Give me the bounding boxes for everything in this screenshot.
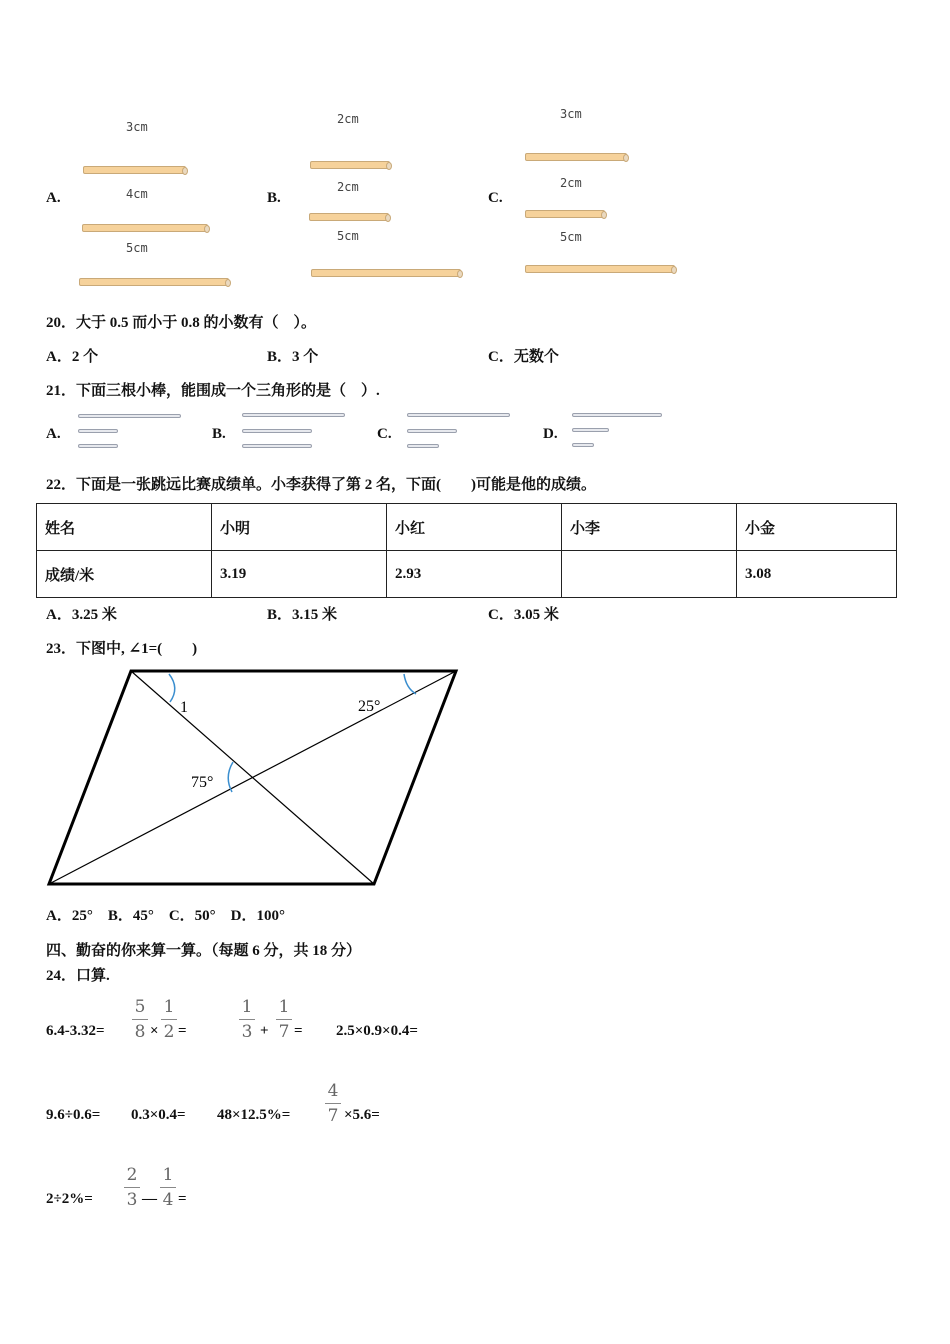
numerator: 1 <box>163 997 175 1017</box>
denominator: 2 <box>163 1022 175 1042</box>
denominator: 3 <box>126 1190 138 1210</box>
operator: × <box>150 1023 159 1039</box>
equals: = <box>294 1023 303 1039</box>
section-4-heading: 四、勤奋的你来算一算。（每题 6 分，共 18 分） <box>46 943 362 959</box>
numerator: 5 <box>134 997 146 1017</box>
q19-c-stick-3 <box>525 265 675 273</box>
q23-options: A．25° B．45° C．50° D．100° <box>46 908 285 924</box>
table-cell: 3.19 <box>212 551 387 598</box>
q19-c-length-2: 2cm <box>560 176 582 190</box>
diagonal-2 <box>49 671 456 884</box>
angle-1-label: 1 <box>180 699 188 716</box>
numerator: 1 <box>241 997 253 1017</box>
table-cell: 3.08 <box>737 551 897 598</box>
operator: — <box>142 1191 157 1207</box>
equals: = <box>178 1023 187 1039</box>
q23-question: 23．下图中, ∠1=( ) <box>46 641 198 657</box>
fraction <box>276 997 292 1042</box>
operator: + <box>260 1023 269 1039</box>
angle-25-label: 25° <box>358 698 381 715</box>
q19-b-stick-1 <box>310 161 390 169</box>
q21-a-rod-2 <box>78 429 118 433</box>
q24-title: 24．口算. <box>46 968 110 984</box>
table-cell <box>562 551 737 598</box>
q19-a-length-2: 4cm <box>126 187 148 201</box>
angle-25-arc <box>404 674 416 694</box>
calc-item: 6.4-3.32= <box>46 1023 105 1039</box>
q19-a-length-3: 5cm <box>126 241 148 255</box>
table-cell: 小红 <box>387 504 562 551</box>
q21-c-rod-1 <box>407 413 510 417</box>
denominator: 4 <box>162 1190 174 1210</box>
calc-item: 9.6÷0.6= <box>46 1107 101 1123</box>
table-cell: 成绩/米 <box>37 551 212 598</box>
q22-option-a: A．3.25 米 <box>46 607 117 623</box>
q19-option-c-label: C. <box>488 190 503 206</box>
q21-b-rod-3 <box>242 444 312 448</box>
q19-a-stick-1 <box>83 166 186 174</box>
angle-1-arc <box>169 674 175 702</box>
q19-b-length-1: 2cm <box>337 112 359 126</box>
fraction <box>325 1081 341 1126</box>
q19-a-length-1: 3cm <box>126 120 148 134</box>
q21-d-rod-2 <box>572 428 609 432</box>
angle-75-label: 75° <box>191 774 214 791</box>
q22-question: 22．下面是一张跳远比赛成绩单。小李获得了第 2 名，下面( )可能是他的成绩。 <box>46 477 596 493</box>
q21-d-rod-1 <box>572 413 662 417</box>
q19-c-stick-1 <box>525 153 627 161</box>
q20-option-b: B．3 个 <box>267 349 319 365</box>
q21-option-a-label: A. <box>46 426 61 442</box>
numerator: 2 <box>126 1165 138 1185</box>
q21-c-rod-3 <box>407 444 439 448</box>
fraction <box>132 997 148 1042</box>
q21-a-rod-1 <box>78 414 181 418</box>
fraction <box>161 997 177 1042</box>
fraction <box>124 1165 140 1210</box>
q22-option-b: B．3.15 米 <box>267 607 338 623</box>
q19-c-length-1: 3cm <box>560 107 582 121</box>
q21-option-d-label: D. <box>543 426 558 442</box>
q19-b-stick-2 <box>309 213 389 221</box>
score-table-row <box>37 551 897 598</box>
q22-option-c: C．3.05 米 <box>488 607 559 623</box>
q21-question: 21．下面三根小棒，能围成一个三角形的是（ ）. <box>46 383 380 399</box>
fraction <box>160 1165 176 1210</box>
denominator: 8 <box>134 1022 146 1042</box>
q19-a-stick-3 <box>79 278 229 286</box>
q20-option-c: C．无数个 <box>488 349 559 365</box>
table-cell: 小金 <box>737 504 897 551</box>
q21-b-rod-1 <box>242 413 345 417</box>
calc-item: 2÷2%= <box>46 1191 93 1207</box>
parallelogram-figure <box>40 662 470 894</box>
calc-item: 2.5×0.9×0.4= <box>336 1023 418 1039</box>
q21-d-rod-3 <box>572 443 594 447</box>
denominator: 3 <box>241 1022 253 1042</box>
table-cell: 小李 <box>562 504 737 551</box>
equals: = <box>178 1191 187 1207</box>
q20-question: 20．大于 0.5 而小于 0.8 的小数有（ ）。 <box>46 315 317 331</box>
q19-a-stick-2 <box>82 224 208 232</box>
q19-b-length-3: 5cm <box>337 229 359 243</box>
table-cell: 小明 <box>212 504 387 551</box>
numerator: 1 <box>278 997 290 1017</box>
q20-option-a: A．2 个 <box>46 349 99 365</box>
calc-item-tail: ×5.6= <box>344 1107 380 1123</box>
numerator: 1 <box>162 1165 174 1185</box>
calc-item: 0.3×0.4= <box>131 1107 186 1123</box>
q19-option-b-label: B. <box>267 190 281 206</box>
fraction <box>239 997 255 1042</box>
calc-item: 48×12.5%= <box>217 1107 291 1123</box>
q19-option-a-label: A. <box>46 190 61 206</box>
q19-c-stick-2 <box>525 210 605 218</box>
table-cell: 姓名 <box>37 504 212 551</box>
q21-b-rod-2 <box>242 429 312 433</box>
score-table <box>36 503 897 598</box>
q19-b-length-2: 2cm <box>337 180 359 194</box>
q19-c-length-3: 5cm <box>560 230 582 244</box>
q21-c-rod-2 <box>407 429 457 433</box>
q21-a-rod-3 <box>78 444 118 448</box>
q19-b-stick-3 <box>311 269 461 277</box>
q21-option-c-label: C. <box>377 426 392 442</box>
numerator: 4 <box>327 1081 339 1101</box>
score-table-header-row <box>37 504 897 551</box>
table-cell: 2.93 <box>387 551 562 598</box>
denominator: 7 <box>327 1106 339 1126</box>
q21-option-b-label: B. <box>212 426 226 442</box>
denominator: 7 <box>278 1022 290 1042</box>
